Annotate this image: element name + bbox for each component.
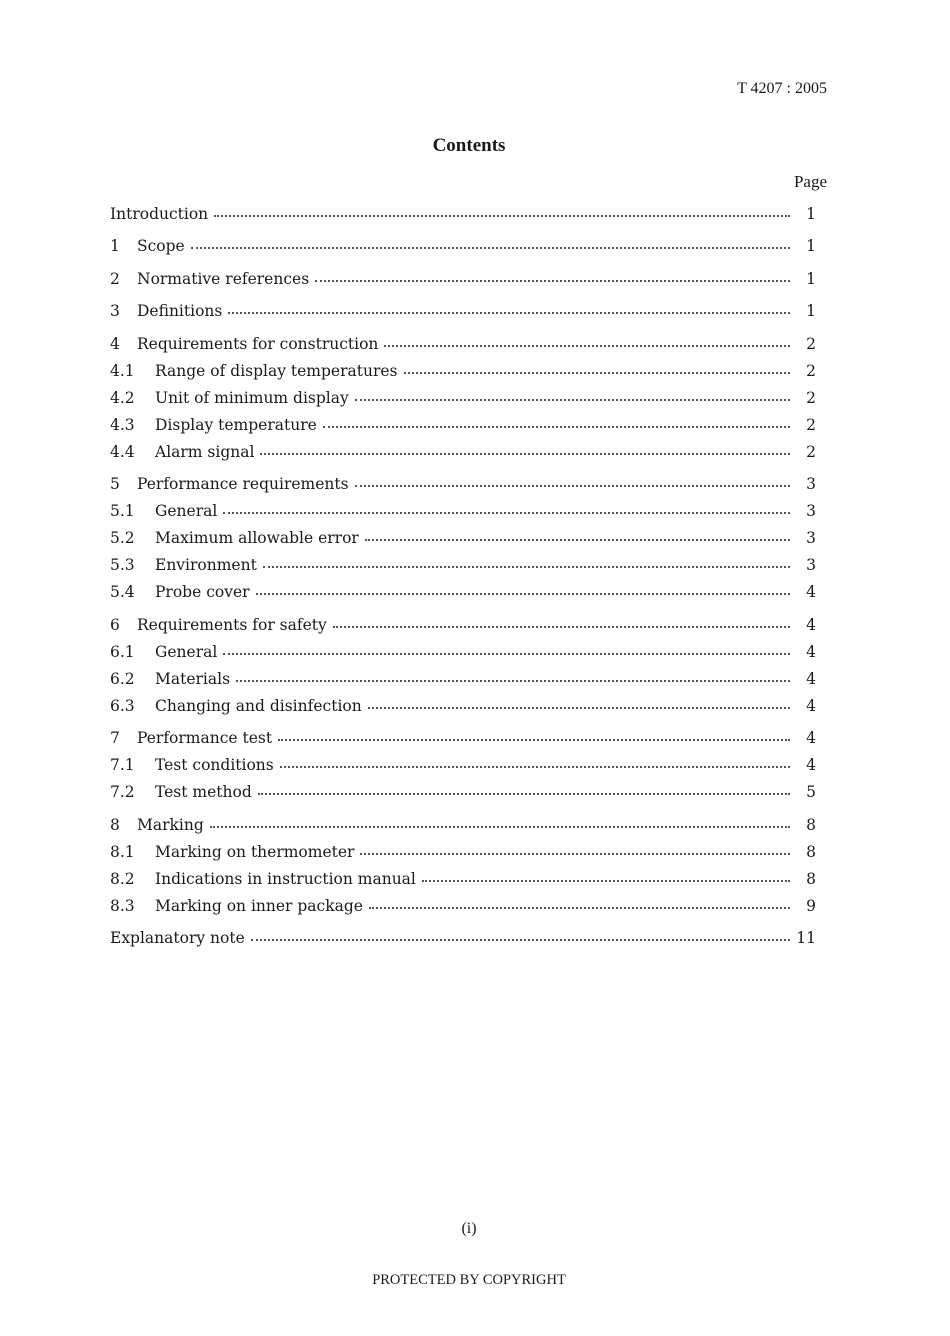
toc-entry-4[interactable]: [110, 330, 816, 357]
toc-entry-label: Probe cover: [155, 583, 250, 601]
toc-entry-number: 5: [110, 475, 120, 493]
dot-leader: [404, 372, 791, 374]
dot-leader: [422, 880, 790, 882]
dot-leader: [228, 312, 790, 314]
toc-entry-label: Environment: [155, 556, 257, 574]
dot-leader: [384, 345, 790, 347]
toc-entry-page: 4: [806, 729, 816, 747]
dot-leader: [368, 707, 790, 709]
dot-leader: [236, 680, 790, 682]
dot-leader: [223, 653, 790, 655]
toc-entry-4-4[interactable]: [110, 438, 816, 465]
dot-leader: [323, 426, 790, 428]
toc-entry-6[interactable]: [110, 611, 816, 638]
toc-entry-number: 8.1: [110, 842, 135, 861]
toc-entry-number: 5.3: [110, 556, 135, 574]
toc-entry-page: 5: [806, 783, 816, 801]
dot-leader: [355, 485, 790, 487]
toc-entry-8-2[interactable]: [110, 865, 816, 892]
dot-leader: [214, 215, 790, 217]
toc-entry-8-1[interactable]: [110, 838, 816, 865]
toc-entry-number: 7.2: [110, 783, 135, 801]
toc-entry-page: 8: [806, 842, 816, 861]
toc-entry-number: 4.1: [110, 361, 135, 380]
toc-entry-label: General: [155, 502, 218, 520]
toc-entry-page: 4: [806, 615, 816, 634]
toc-entry-7-1[interactable]: [110, 752, 816, 779]
toc-entry-page: 2: [806, 442, 816, 461]
toc-entry-page: 8: [806, 815, 816, 834]
toc-entry-number: 6.3: [110, 696, 135, 715]
toc-entry-label: Normative references: [137, 269, 310, 288]
toc-entry-page: 1: [806, 237, 816, 255]
toc-entry-number: 6: [110, 615, 120, 634]
toc-entry-8[interactable]: [110, 811, 816, 838]
toc-entry-1[interactable]: [110, 233, 816, 260]
dot-leader: [191, 247, 790, 249]
toc-entry-page: 4: [806, 696, 816, 715]
toc-entry-label: Performance requirements: [137, 475, 349, 493]
toc-entry-page: 9: [806, 896, 816, 915]
toc-entry-page: 1: [806, 302, 816, 320]
toc-entry-number: 7: [110, 729, 120, 747]
toc-entry-number: 8: [110, 815, 120, 834]
toc-entry-label: Requirements for safety: [137, 615, 327, 634]
toc-entry-label: Scope: [137, 237, 185, 255]
page-column-label: Page: [793, 172, 827, 191]
toc-entry-number: 1: [110, 237, 120, 255]
toc-entry-number: 5.4: [110, 583, 135, 601]
toc-entry-page: 3: [806, 529, 816, 547]
toc-entry-number: 3: [110, 302, 120, 320]
toc-entry-label: General: [155, 642, 218, 661]
dot-leader: [365, 539, 790, 541]
toc-entry-8-3[interactable]: [110, 892, 816, 919]
toc-entry-number: 6.2: [110, 669, 135, 688]
toc-entry-number: 4: [110, 334, 120, 353]
dot-leader: [360, 853, 790, 855]
toc-entry-label: Marking on thermometer: [155, 842, 355, 861]
toc-entry-4-1[interactable]: [110, 357, 816, 384]
dot-leader: [223, 512, 790, 514]
toc-entry-label: Unit of minimum display: [155, 388, 349, 407]
dot-leader: [256, 593, 790, 595]
toc-entry-number: 4.3: [110, 415, 135, 434]
toc-entry-label: Test conditions: [155, 756, 274, 774]
dot-leader: [263, 566, 790, 568]
toc-entry-4-2[interactable]: [110, 384, 816, 411]
toc-entry-label: Explanatory note: [110, 929, 245, 947]
toc-entry-number: 7.1: [110, 756, 135, 774]
toc-entry-label: Alarm signal: [155, 442, 255, 461]
toc-entry-number: 4.4: [110, 442, 135, 461]
toc-entry-label: Range of display temperatures: [155, 361, 398, 380]
dot-leader: [315, 280, 790, 282]
dot-leader: [333, 626, 790, 628]
dot-leader: [210, 826, 790, 828]
dot-leader: [258, 793, 790, 795]
toc-entry-page: 2: [806, 361, 816, 380]
dot-leader: [355, 399, 790, 401]
dot-leader: [251, 939, 790, 941]
toc-entry-page: 8: [806, 869, 816, 888]
toc-entry-7[interactable]: [110, 725, 816, 752]
toc-entry-6-2[interactable]: [110, 665, 816, 692]
toc-entry-page: 1: [806, 204, 816, 223]
dot-leader: [260, 453, 790, 455]
toc-entry-4-3[interactable]: [110, 411, 816, 438]
toc-entry-label: Maximum allowable error: [155, 529, 359, 547]
toc-entry-page: 3: [806, 502, 816, 520]
toc-entry-page: 2: [806, 334, 816, 353]
toc-entry-label: Marking: [137, 815, 204, 834]
dot-leader: [369, 907, 790, 909]
toc-entry-page: 4: [806, 583, 816, 601]
toc-entry-page: 4: [806, 669, 816, 688]
toc-entry-6-1[interactable]: [110, 638, 816, 665]
copyright-notice: PROTECTED BY COPYRIGHT: [372, 1272, 566, 1288]
dot-leader: [280, 766, 790, 768]
toc-entry-2[interactable]: [110, 265, 816, 292]
toc-entry-label: Materials: [155, 669, 231, 688]
toc-entry-introduction[interactable]: [110, 200, 816, 227]
toc-entry-page: 1: [806, 269, 816, 288]
toc-entry-5-2[interactable]: [110, 525, 816, 552]
toc-entry-number: 8.3: [110, 896, 135, 915]
dot-leader: [278, 739, 790, 741]
toc-entry-5-1[interactable]: [110, 498, 816, 525]
toc-entry-number: 2: [110, 269, 120, 288]
toc-entry-label: Requirements for construction: [137, 334, 379, 353]
toc-entry-page: 4: [806, 642, 816, 661]
toc-entry-page: 4: [806, 756, 816, 774]
toc-entry-number: 5.2: [110, 529, 135, 547]
toc-entry-label: Test method: [155, 783, 252, 801]
table-of-contents: [110, 200, 816, 952]
toc-entry-5-4[interactable]: [110, 579, 816, 606]
toc-entry-page: 11: [796, 929, 816, 947]
toc-entry-6-3[interactable]: [110, 692, 816, 719]
footer-page-number: (i): [461, 1220, 477, 1237]
toc-entry-number: 8.2: [110, 869, 135, 888]
toc-entry-7-2[interactable]: [110, 779, 816, 806]
toc-entry-5-3[interactable]: [110, 552, 816, 579]
toc-entry-page: 3: [806, 475, 816, 493]
toc-entry-label: Changing and disinfection: [155, 696, 362, 715]
toc-entry-label: Introduction: [110, 204, 209, 223]
toc-entry-label: Definitions: [137, 302, 223, 320]
toc-entry-3[interactable]: [110, 298, 816, 325]
toc-entry-label: Display temperature: [155, 415, 317, 434]
document-id: T 4207 : 2005: [737, 80, 827, 97]
toc-entry-page: 2: [806, 388, 816, 407]
toc-entry-number: 6.1: [110, 642, 135, 661]
toc-entry-page: 2: [806, 415, 816, 434]
toc-entry-label: Marking on inner package: [155, 896, 363, 915]
toc-entry-page: 3: [806, 556, 816, 574]
toc-entry-label: Indications in instruction manual: [155, 869, 416, 888]
toc-entry-number: 4.2: [110, 388, 135, 407]
toc-entry-explanatory-note[interactable]: [110, 925, 816, 952]
toc-entry-5[interactable]: [110, 471, 816, 498]
toc-entry-number: 5.1: [110, 502, 135, 520]
page-title: Contents: [432, 135, 506, 156]
toc-entry-label: Performance test: [137, 729, 273, 747]
